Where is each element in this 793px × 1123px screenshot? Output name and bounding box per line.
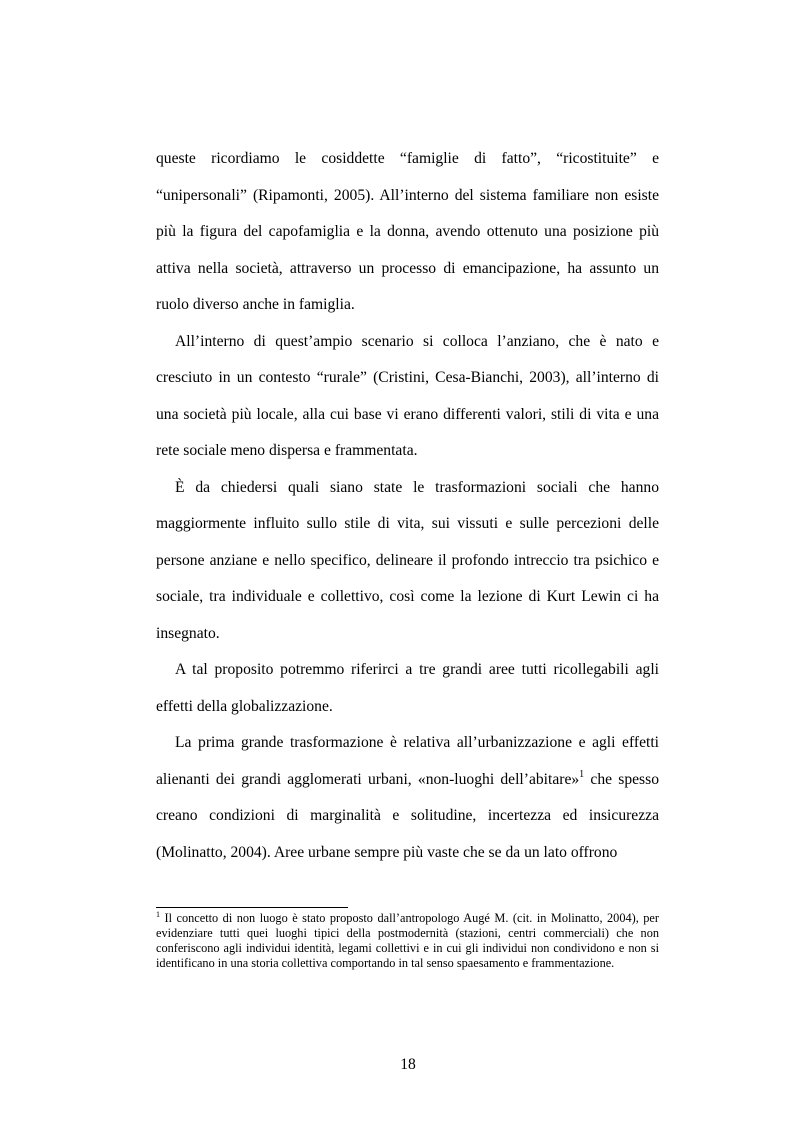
footnote-text: Il concetto di non luogo è stato proposto dall’antropologo Augé M. (cit. in Molinatto, 2004), per evidenziare tutti quei luoghi tipici della postmodernità (stazioni, centri commerciali) che non conferiscono agli individui identità, legami collettivi e in cui gli individui non condividono e non si identificano in una storia collettiva comportando in tal senso spaesamento e frammentazione. [156,911,659,970]
paragraph-4: A tal proposito potremmo riferirci a tre grandi aree tutti ricollegabili agli effetti della globalizzazione. [156,661,659,715]
footnote-number: 1 [156,910,160,919]
footnote-reference: 1 [579,768,585,780]
paragraph-2: All’interno di quest’ampio scenario si colloca l’anziano, che è nato e cresciuto in un contesto “rurale” (Cristini, Cesa-Bianchi, 2003), all’interno di una società più locale, alla cui base vi erano differenti valori, stili di vita e una rete sociale meno dispersa e frammentata. [156,332,659,459]
paragraph-5-part-1: La prima grande trasformazione è relativa all’urbanizzazione e agli effetti alienanti dei grandi agglomerati urbani, «non-luoghi dell’abitare» [156,734,659,788]
paragraph-5-part-2: che spesso creano condizioni di marginalità e solitudine, incertezza ed insicurezza (Molinatto, 2004). Aree urbane sempre più vaste che se da un lato offrono [156,770,659,861]
footnote-separator [156,907,348,908]
footnote [156,911,659,971]
body-text [156,141,659,871]
paragraph-5 [156,725,659,871]
paragraph-3: È da chiedersi quali siano state le trasformazioni sociali che hanno maggiormente influito sullo stile di vita, sui vissuti e sulle percezioni delle persone anziane e nello specifico, delineare il profondo intreccio tra psichico e sociale, tra individuale e collettivo, così come la lezione di Kurt Lewin ci ha insegnato. [156,478,659,642]
page-number: 18 [400,1056,416,1073]
paragraph-1: queste ricordiamo le cosiddette “famiglie di fatto”, “ricostituite” e “unipersonali” (Ripamonti, 2005). All’interno del sistema familiare non esiste più la figura del capofamiglia e la donna, avendo ottenuto una posizione più attiva nella società, attraverso un processo di emancipazione, ha assunto un ruolo diverso anche in famiglia. [156,150,659,313]
